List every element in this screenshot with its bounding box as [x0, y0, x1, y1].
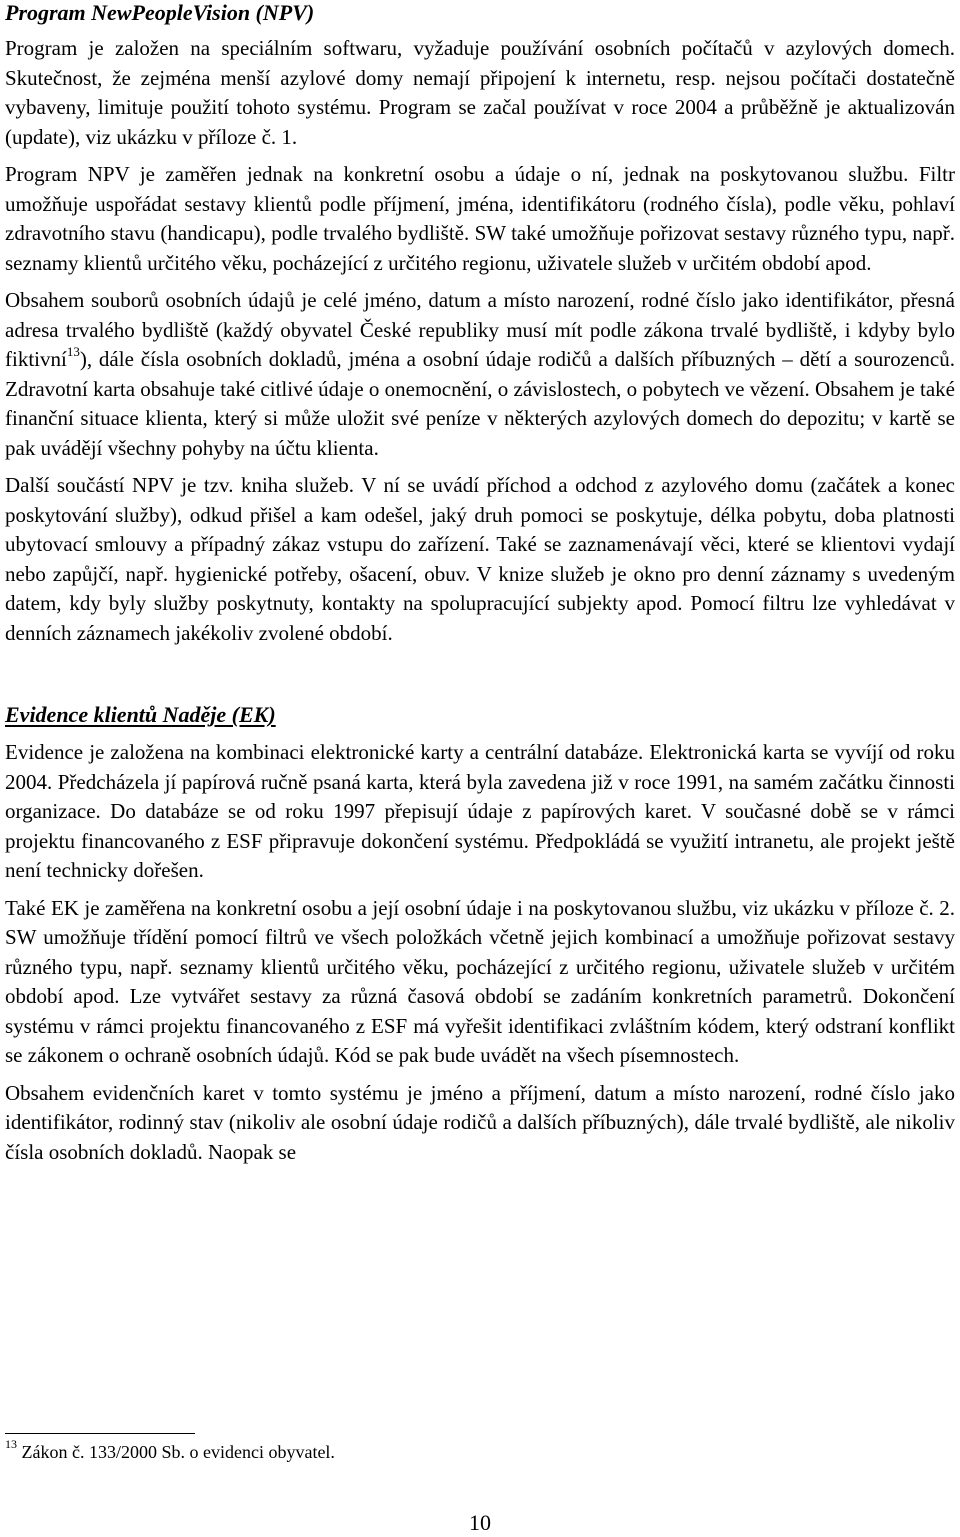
section-ek [5, 702, 955, 1167]
document-page [5, 0, 955, 1537]
section-npv [5, 0, 955, 648]
paragraph: Obsahem evidenčních karet v tomto systému je jméno a příjmení, datum a místo narození, rodné číslo jako identifikátor, rodinný stav (nikoliv ale osobní údaje rodičů a dalších příbuzných), dále trvalé bydliště, ale nikoliv čísla osobních dokladů. Naopak se [5, 1080, 955, 1164]
footnote-divider [5, 1433, 195, 1434]
paragraph-with-footnote [5, 286, 955, 463]
paragraph: Program je založen na speciálním softwaru, vyžaduje používání osobních počítačů v azylových domech. Skutečnost, že zejména menší azylové domy nemají připojení k internetu, resp. nejsou počítači dostatečně vybaveny, limituje použití tohoto systému. Program se začal používat v roce 2004 a průběžně je aktualizován (update), viz ukázku v příloze č. 1. [5, 36, 955, 149]
page-number: 10 [469, 1510, 491, 1535]
footnote [5, 1437, 335, 1464]
footnote-number: 13 [5, 1437, 17, 1451]
paragraph-text: ), dále čísla osobních dokladů, jména a osobní údaje rodičů a dalších příbuzných – dětí a sourozenců. Zdravotní karta obsahuje také citlivé údaje o onemocnění, o závislostech, o pobytech ve vězení. Obsahem je také finanční situace klienta, který si může uložit své peníze v některých azylových domech do depozitu; v kartě se pak uvádějí všechny pohyby na účtu klienta. [5, 347, 955, 460]
paragraph-text: Obsahem souborů osobních údajů je celé jméno, datum a místo narození, rodné číslo jako identifikátor, přesná adresa trvalého bydliště (každý obyvatel České republiky musí mít podle zákona trvalé bydliště, i kdyby bylo fiktivní [5, 288, 955, 371]
section-heading: Program NewPeopleVision (NPV) [5, 0, 315, 25]
paragraph: Také EK je zaměřena na konkretní osobu a její osobní údaje i na poskytovanou službu, viz ukázku v příloze č. 2. SW umožňuje třídění pomocí filtrů ve všech položkách včetně jejich kombinací a umožňuje pořizovat sestavy různého typu, např. seznamy klientů určitého věku, pocházející z určitého regionu, uživatele služeb v určitém období apod. Lze vytvářet sestavy za různá časová období se zadáním konkretních parametrů. Dokončení systému v rámci projektu financovaného z ESF má vyřešit identifikaci zvláštním kódem, který odstraní konflikt se zákonem o ochraně osobních údajů. Kód se pak bude uvádět na všech písemnostech. [5, 895, 955, 1067]
paragraph: Další součástí NPV je tzv. kniha služeb. V ní se uvádí příchod a odchod z azylového domu (začátek a konec poskytování služby), odkud přišel a kam odešel, jaký druh pomoci se poskytuje, délka pobytu, doba platnosti ubytovací smlouvy a případný zákaz vstupu do zařízení. Také se zaznamenávají věci, které se klientovi vydají nebo zapůjčí, např. hygienické potřeby, ošacení, obuv. V knize služeb je okno pro denní záznamy s uvedeným datem, kdy byly služby poskytnuty, kontakty na spolupracující subjekty apod. Pomocí filtru lze vyhledávat v denních záznamech jakékoliv zvolené období. [5, 473, 955, 645]
footnote-reference[interactable]: 13 [66, 344, 80, 359]
paragraph: Program NPV je zaměřen jednak na konkretní osobu a údaje o ní, jednak na poskytovanou službu. Filtr umožňuje uspořádat sestavy klientů podle příjmení, jména, identifikátoru (rodného čísla), podle věku, pohlaví zdravotního stavu (handicapu), podle trvalého bydliště. SW také umožňuje pořizovat sestavy různého typu, např. seznamy klientů určitého věku, pocházející z určitého regionu, uživatele služeb v určitém období apod. [5, 162, 955, 275]
paragraph: Evidence je založena na kombinaci elektronické karty a centrální databáze. Elektronická karta se vyvíjí od roku 2004. Předcházela jí papírová ručně psaná karta, která byla zavedena již v roce 1991, na samém začátku činnosti organizace. Do databáze se od roku 1997 přepisují údaje z papírových karet. V současné době se v rámci projektu financovaného z ESF připravuje dokončení systému. Předpokládá se využití intranetu, ale projekt ještě není technicky dořešen. [5, 740, 955, 882]
footnote-text: Zákon č. 133/2000 Sb. o evidenci obyvatel. [17, 1442, 335, 1462]
section-heading: Evidence klientů Naděje (EK) [5, 702, 276, 727]
